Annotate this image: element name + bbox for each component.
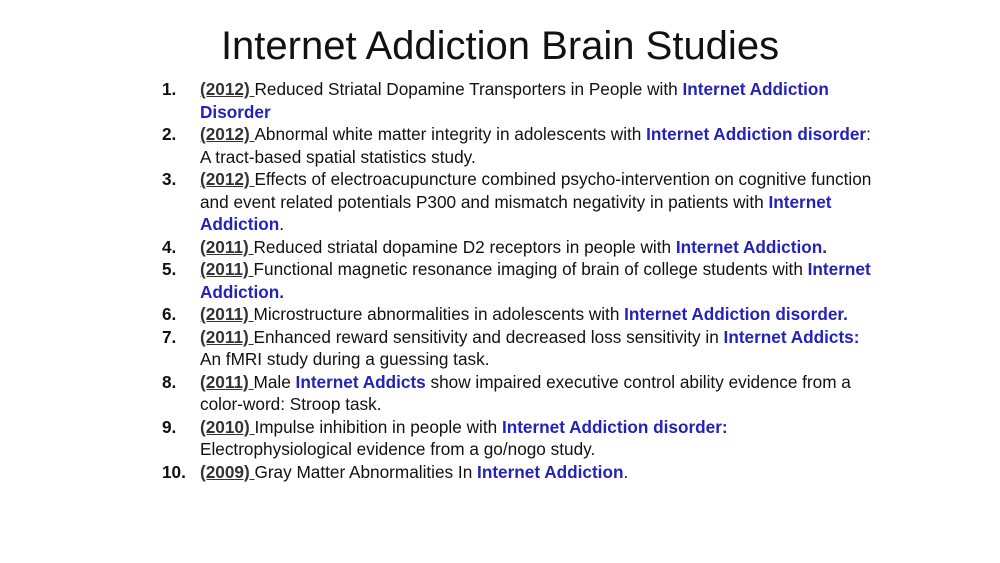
study-number: 2. <box>162 124 177 144</box>
study-number: 7. <box>162 326 177 347</box>
study-year: (2011) <box>200 304 254 324</box>
study-title-text: . <box>279 214 285 234</box>
study-year: (2010) <box>200 416 255 437</box>
study-highlight: Internet Addiction <box>477 461 624 482</box>
study-year: (2012) <box>200 169 255 189</box>
study-item <box>162 461 882 484</box>
study-item <box>162 371 882 416</box>
study-highlight: Internet Addiction. <box>675 236 827 257</box>
study-item <box>162 326 882 371</box>
study-number: 10. <box>162 461 186 482</box>
study-text <box>200 327 859 370</box>
study-year: (2011) <box>200 259 254 279</box>
study-highlight: Internet Addicts: <box>723 326 860 347</box>
study-text <box>200 169 871 234</box>
study-title-text: Abnormal white matter integrity in adolescents with <box>254 124 647 144</box>
study-highlight: Internet Addiction disorder. <box>624 304 848 324</box>
study-title-text: Gray Matter Abnormalities In <box>254 461 478 482</box>
study-title-text: Reduced Striatal Dopamine Transporters in People with <box>254 79 683 99</box>
study-text <box>200 237 827 257</box>
study-text <box>200 259 871 302</box>
study-number: 9. <box>162 416 177 437</box>
study-text <box>200 462 628 482</box>
study-text <box>200 304 848 324</box>
study-item <box>162 236 882 259</box>
study-title-text: Effects of electroacupuncture combined psycho-intervention on cognitive function and event related potentials P300 and mismatch negativity in patients with <box>200 169 872 212</box>
study-highlight: Internet Addiction Disorder <box>200 79 829 122</box>
study-text <box>200 372 851 415</box>
study-text <box>200 124 871 167</box>
study-title-text: Male <box>253 371 296 392</box>
study-number: 4. <box>162 236 177 257</box>
study-item <box>162 168 882 236</box>
study-list <box>162 78 882 483</box>
study-number: 3. <box>162 169 177 189</box>
study-item <box>162 303 882 326</box>
study-number: 5. <box>162 259 177 279</box>
study-year: (2011) <box>200 371 254 392</box>
study-title-text: Electrophysiological evidence from a go/nogo study. <box>200 439 596 459</box>
study-number: 8. <box>162 371 177 392</box>
study-title-text: show impaired executive control ability evidence from a color-word: Stroop task. <box>200 371 851 414</box>
study-number: 1. <box>162 79 177 99</box>
study-title-text: Enhanced reward sensitivity and decreased loss sensitivity in <box>253 326 724 347</box>
study-item <box>162 258 882 303</box>
study-text <box>200 417 728 460</box>
study-year: (2011) <box>200 236 254 257</box>
study-title-text: Impulse inhibition in people with <box>254 416 502 437</box>
study-year: (2009) <box>200 461 255 482</box>
study-highlight: Internet Addicts <box>295 371 426 392</box>
study-highlight: Internet Addiction <box>200 191 832 234</box>
study-text <box>200 79 829 122</box>
study-highlight: Internet Addiction disorder: <box>501 416 728 437</box>
study-title-text: . <box>623 461 629 482</box>
study-number: 6. <box>162 304 177 324</box>
study-item <box>162 123 882 168</box>
slide-title: Internet Addiction Brain Studies <box>220 24 780 68</box>
study-title-text: Microstructure abnormalities in adolescents with <box>253 304 625 324</box>
study-title-text: : A tract-based spatial statistics study. <box>200 124 871 167</box>
study-title-text: Reduced striatal dopamine D2 receptors in people with <box>253 236 676 257</box>
study-year: (2011) <box>200 326 254 347</box>
study-title-text: An fMRI study during a guessing task. <box>200 349 490 369</box>
study-highlight: Internet Addiction disorder <box>646 124 867 144</box>
study-item <box>162 78 882 123</box>
study-item <box>162 416 882 461</box>
study-year: (2012) <box>200 124 255 144</box>
study-title-text: Functional magnetic resonance imaging of brain of college students with <box>253 259 808 279</box>
study-highlight: Internet Addiction. <box>200 259 871 302</box>
study-year: (2012) <box>200 79 255 99</box>
